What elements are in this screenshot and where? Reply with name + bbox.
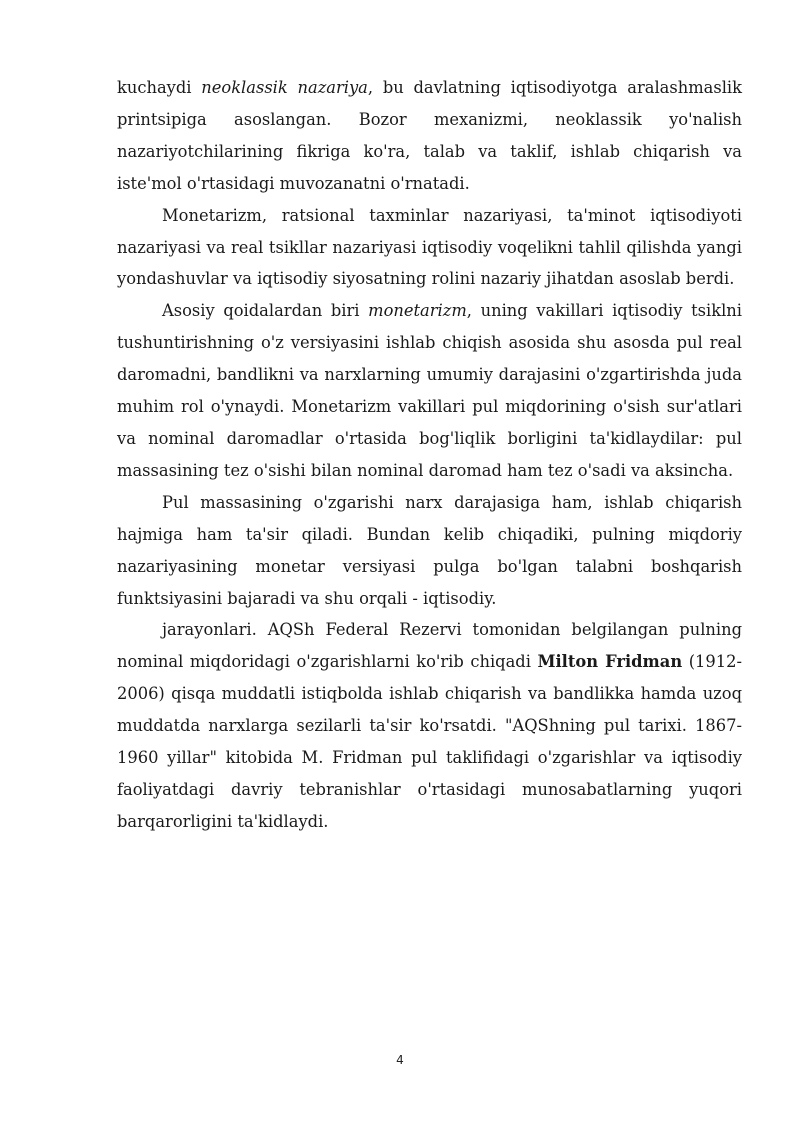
paragraph-3-text-a: Asosiy qoidalardan biri: [162, 301, 369, 321]
paragraph-2: Monetarizm, ratsional taxminlar nazariyasi, ta'minot iqtisodiyoti nazariyasi va real tsikllar nazariyasi iqtisodiy voqelikni tahlil qilishda yangi yondashuvlar va iqtisodiy siyosatning rolini nazariy jihatdan asoslab berdi.: [117, 205, 742, 289]
paragraph-3: [117, 295, 742, 486]
term-monetarizm: monetarizm: [368, 301, 467, 321]
paragraph-5: [117, 614, 742, 837]
term-neoklassik-nazariya: neoklassik nazariya: [201, 78, 368, 97]
paragraph-1-text-c: , bu davlatning iqtisodiyotga aralashmaslik printsipiga asoslangan. Bozor mexanizmi, neoklassik yo'nalish nazariyotchilarining fikriga ko'ra, talab va taklif, ishlab chiqarish va iste'mol o'rtasidagi muvozanatni o'rnatadi.: [117, 78, 742, 193]
paragraph-3-text-c: , uning vakillari iqtisodiy tsiklni tushuntirishning o'z versiyasini ishlab chiqish asosida shu asosda pul real daromadni, bandlikni va narxlarning umumiy darajasini o'zgartirishda juda muhim rol o'ynaydi. Monetarizm vakillari pul miqdorining o'sish sur'atlari va nominal daromadlar o'rtasida bog'liqlik borligini ta'kidlaydilar: pul massasining tez o'sishi bilan nominal daromad ham tez o'sadi va aksincha.: [117, 301, 742, 480]
paragraph-1: [117, 72, 742, 200]
paragraph-1-text-a: kuchaydi: [117, 78, 202, 97]
page-number: 4: [396, 1053, 404, 1067]
document-body: [117, 72, 742, 838]
paragraph-4: Pul massasining o'zgarishi narx darajasiga ham, ishlab chiqarish hajmiga ham ta'sir qiladi. Bundan kelib chiqadiki, pulning miqdoriy nazariyasining monetar versiyasi pulga bo'lgan talabni boshqarish funktsiyasini bajaradi va shu orqali - iqtisodiy.: [117, 492, 742, 608]
paragraph-5-text-c: (1912-2006) qisqa muddatli istiqbolda ishlab chiqarish va bandlikka hamda uzoq muddatda narxlarga sezilarli ta'sir ko'rsatdi. "AQShning pul tarixi. 1867-1960 yillar" kitobida M. Fridman pul taklifidagi o'zgarishlar va iqtisodiy faoliyatdagi davriy tebranishlar o'rtasidagi munosabatlarning yuqori barqarorligini ta'kidlaydi.: [117, 652, 742, 831]
name-milton-fridman: Milton Fridman: [537, 652, 683, 672]
paragraph-5-text-a: jarayonlari. AQSh Federal Rezervi tomonidan belgilangan pulning nominal miqdoridagi o'zgarishlarni ko'rib chiqadi: [117, 620, 742, 672]
